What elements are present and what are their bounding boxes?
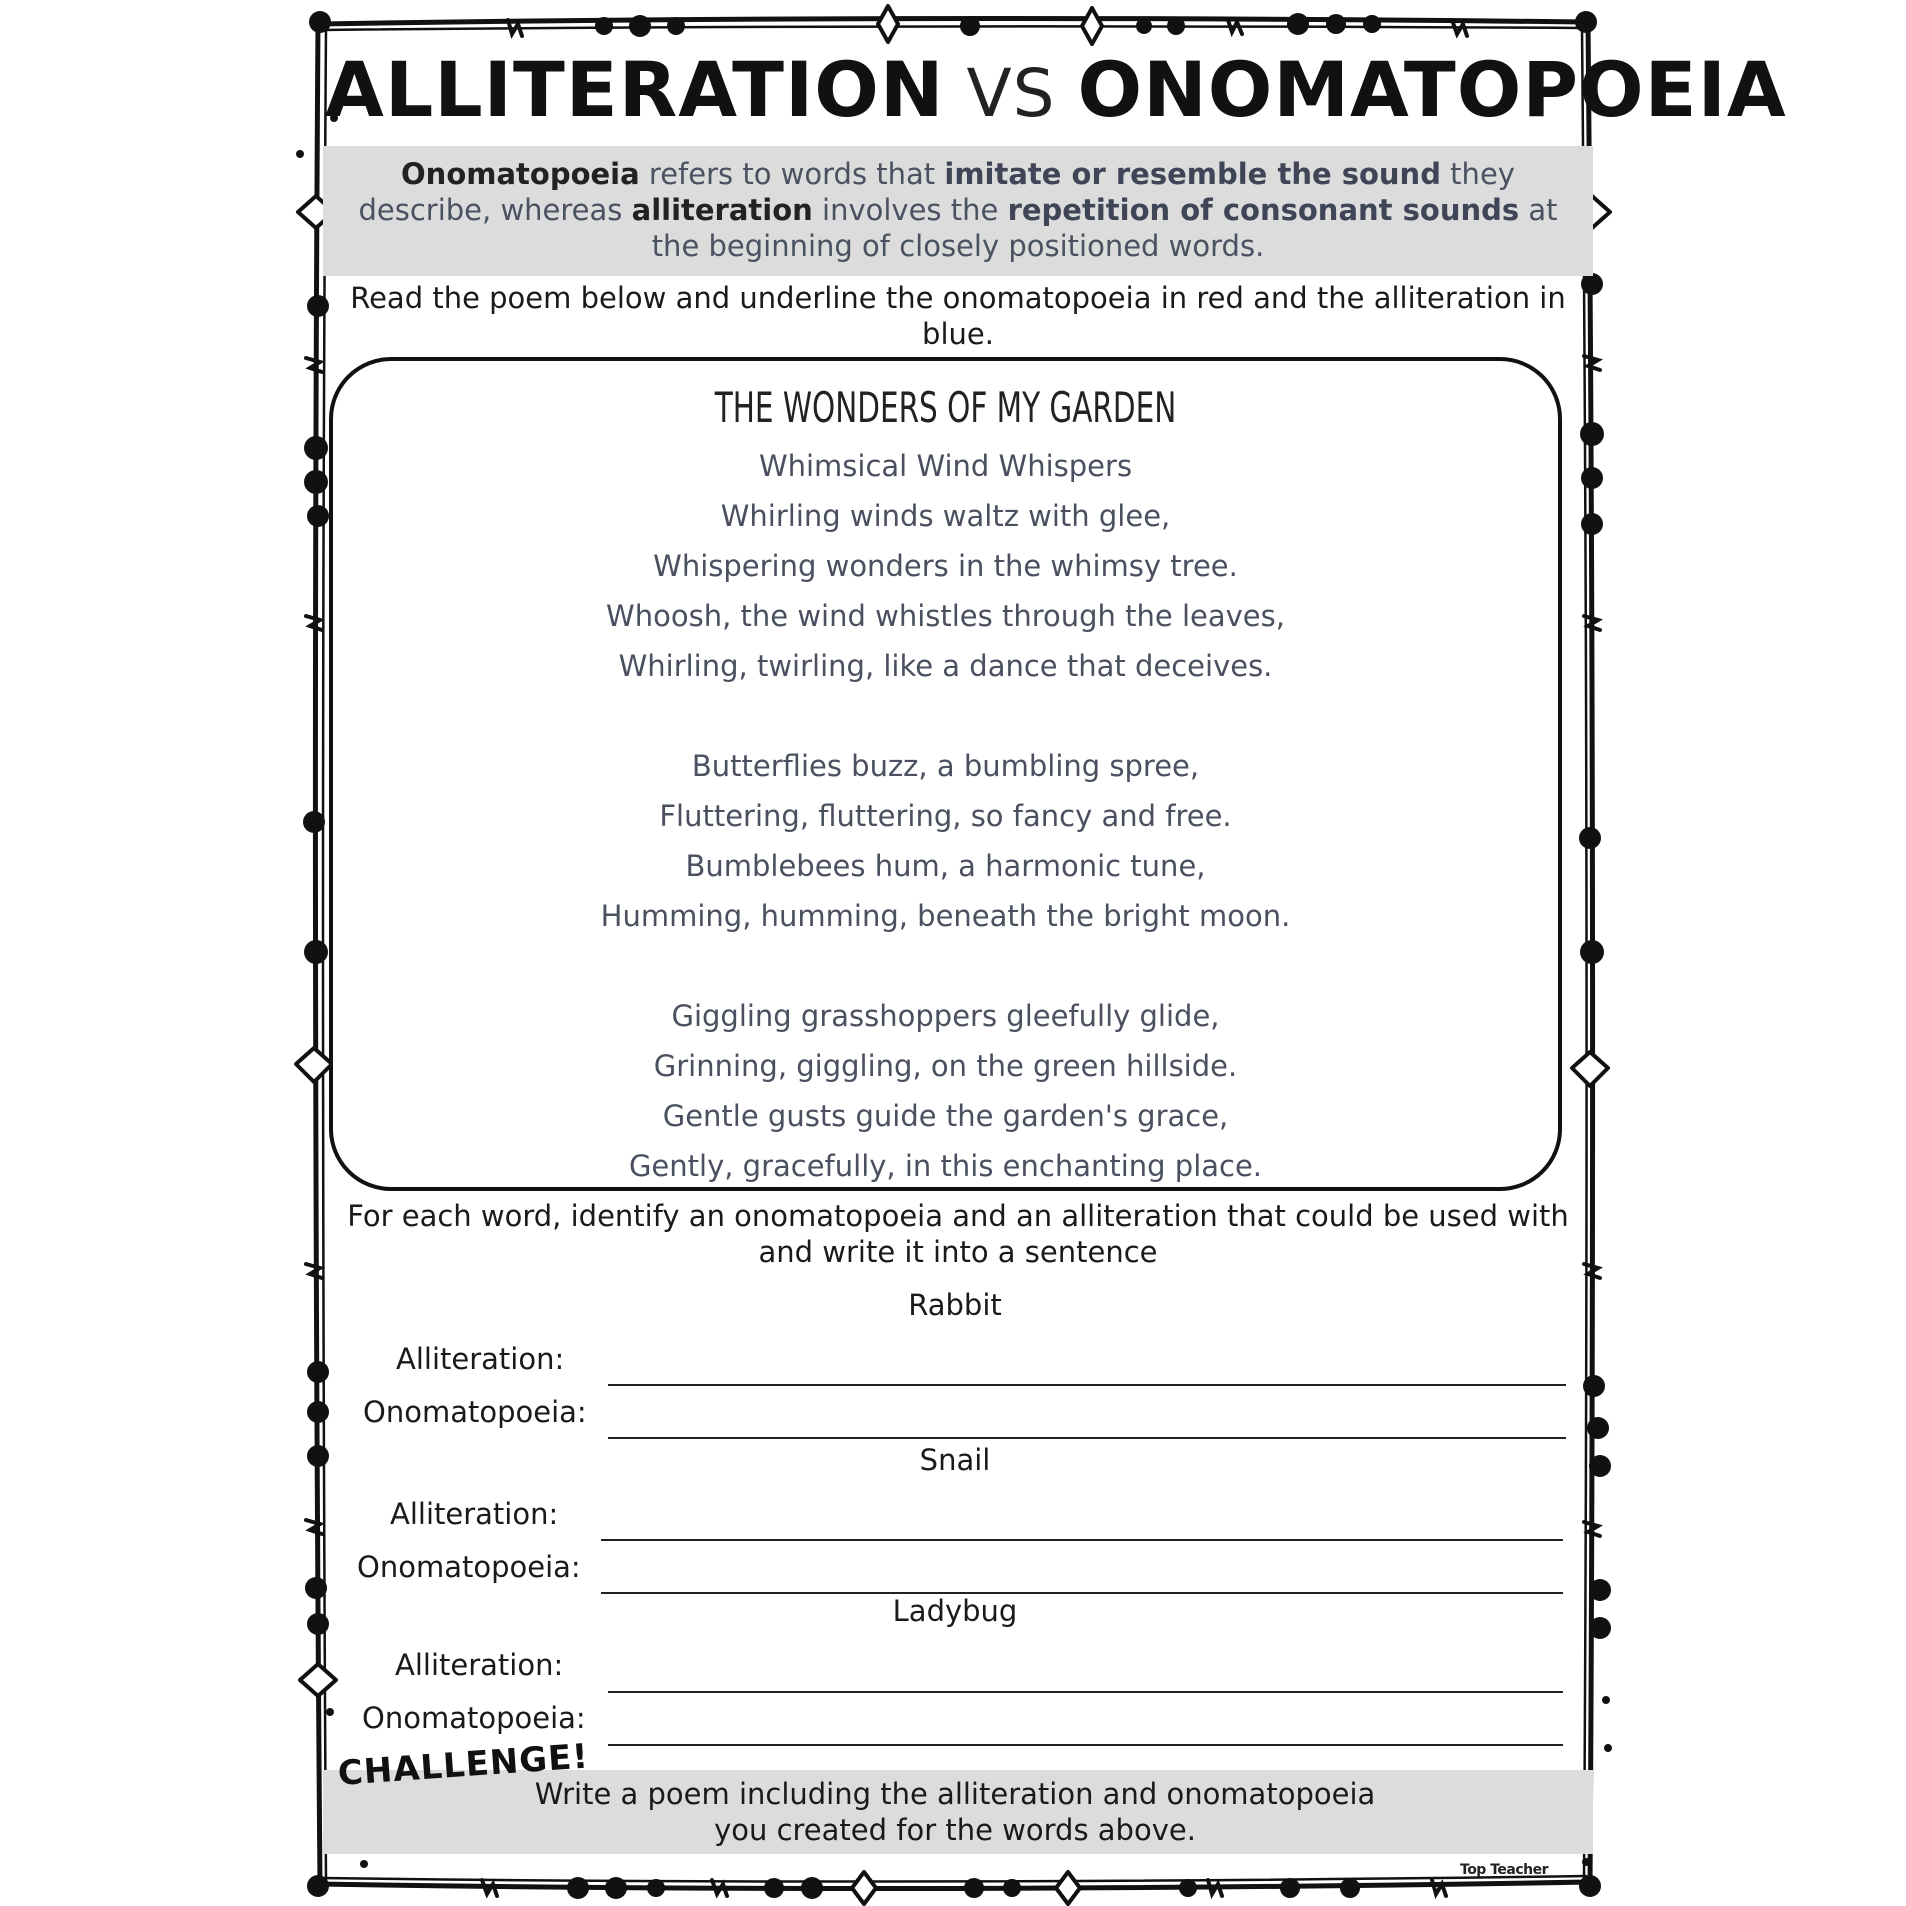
- poem-line: Gentle gusts guide the garden's grace,: [662, 1099, 1229, 1133]
- poem-line: Bumblebees hum, a harmonic tune,: [685, 849, 1206, 883]
- definition-text: they describe, whereas: [358, 157, 1515, 227]
- word-heading-rabbit: Rabbit: [908, 1288, 1002, 1322]
- definition-panel: [323, 146, 1593, 276]
- word-instruction: [330, 1198, 1586, 1270]
- word-instruction-line: and write it into a sentence: [758, 1235, 1158, 1269]
- poem-line: Giggling grasshoppers gleefully glide,: [671, 999, 1220, 1033]
- definition-emphasis: imitate or resemble the sound: [944, 157, 1441, 191]
- poem-line: Whirling, twirling, like a dance that deceives.: [618, 649, 1273, 683]
- poem-line: Gently, gracefully, in this enchanting place.: [628, 1149, 1263, 1183]
- alliteration-label: Alliteration:: [395, 1648, 564, 1682]
- onomatopoeia-label: Onomatopoeia:: [363, 1395, 587, 1429]
- read-instruction-line: Read the poem below and underline the onomatopoeia in red and the alliteration in: [350, 281, 1566, 315]
- poem-line: Humming, humming, beneath the bright moon.: [600, 899, 1291, 933]
- ladybug-onomatopoeia-answer-line[interactable]: [608, 1744, 1563, 1746]
- word-heading-snail: Snail: [919, 1443, 991, 1477]
- poem-line: Grinning, giggling, on the green hillside.: [653, 1049, 1238, 1083]
- ladybug-alliteration-answer-line[interactable]: [608, 1691, 1563, 1693]
- challenge-line: you created for the words above.: [714, 1813, 1196, 1847]
- poem-box: [329, 357, 1562, 1191]
- word-heading-ladybug: Ladybug: [892, 1594, 1018, 1628]
- poem-line: Whirling winds waltz with glee,: [720, 499, 1171, 533]
- read-instruction-line: blue.: [922, 317, 994, 351]
- challenge-text: [440, 1776, 1470, 1848]
- brand-logo: Top Teacher: [1460, 1862, 1549, 1878]
- definition-text: involves the: [812, 193, 1008, 227]
- poem-line: Fluttering, fluttering, so fancy and free.: [659, 799, 1232, 833]
- onomatopoeia-label: Onomatopoeia:: [362, 1701, 586, 1735]
- rabbit-alliteration-answer-line[interactable]: [608, 1384, 1566, 1386]
- rabbit-onomatopoeia-answer-line[interactable]: [608, 1437, 1566, 1439]
- read-instruction: [330, 280, 1586, 352]
- poem-line: Whoosh, the wind whistles through the leaves,: [606, 599, 1285, 633]
- poem-line: Whimsical Wind Whispers: [758, 449, 1133, 483]
- snail-alliteration-answer-line[interactable]: [601, 1539, 1563, 1541]
- definition-term-onomatopoeia: Onomatopoeia: [401, 157, 640, 191]
- onomatopoeia-label: Onomatopoeia:: [357, 1550, 581, 1584]
- definition-emphasis: repetition of consonant sounds: [1007, 193, 1520, 227]
- poem-line: Butterflies buzz, a bumbling spree,: [691, 749, 1200, 783]
- title-vs: VS: [966, 55, 1056, 132]
- challenge-badge: CHALLENGE!: [336, 1736, 591, 1794]
- alliteration-label: Alliteration:: [396, 1342, 565, 1376]
- poem-title: THE WONDERS OF MY GARDEN: [714, 383, 1177, 432]
- word-instruction-line: For each word, identify an onomatopoeia and an alliteration that could be used with: [347, 1199, 1569, 1233]
- title-onomatopoeia: ONOMATOPOEIA: [1077, 45, 1787, 134]
- definition-text: refers to words that: [639, 157, 945, 191]
- definition-term-alliteration: alliteration: [631, 193, 813, 227]
- alliteration-label: Alliteration:: [390, 1497, 559, 1531]
- definition-text: at the beginning of closely positioned words.: [651, 193, 1558, 263]
- title-alliteration: ALLITERATION: [325, 45, 945, 134]
- poem-line: Whispering wonders in the whimsy tree.: [653, 549, 1238, 583]
- challenge-line: Write a poem including the alliteration and onomatopoeia: [534, 1777, 1376, 1811]
- worksheet-title: [325, 45, 1787, 134]
